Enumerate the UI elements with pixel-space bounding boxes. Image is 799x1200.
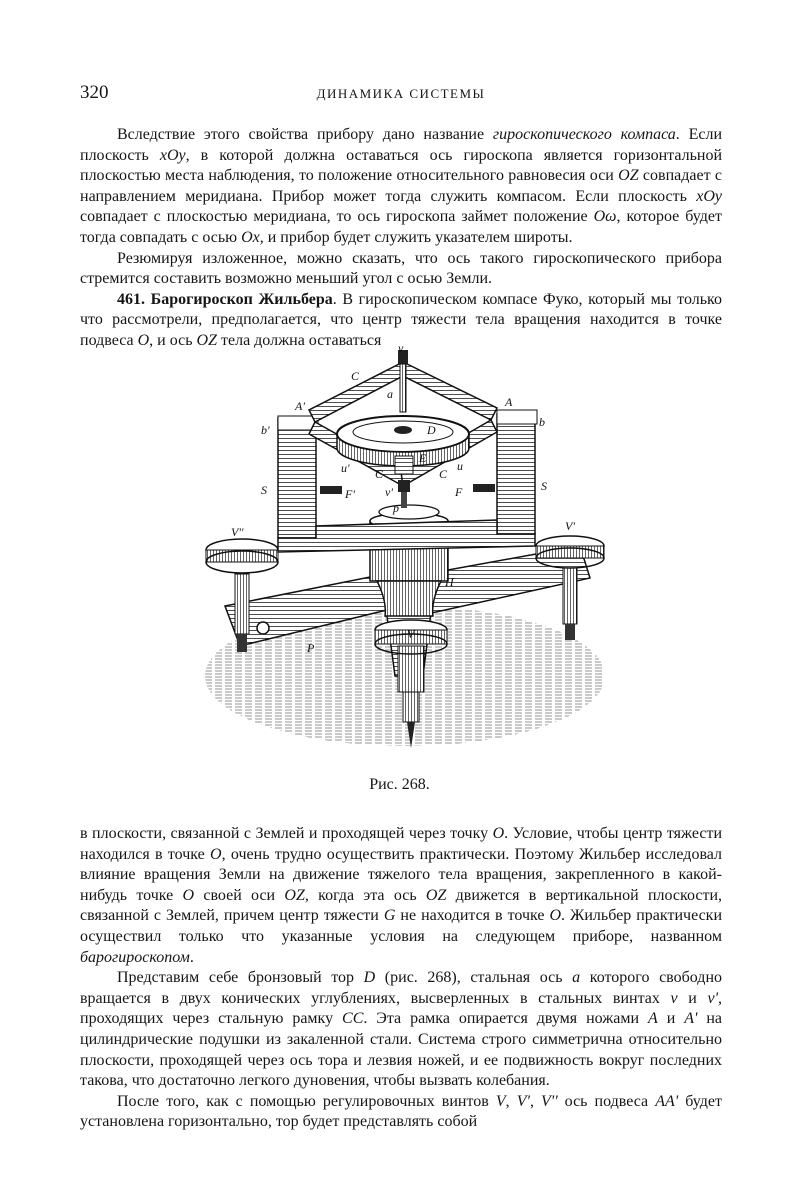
label-v-top: v — [398, 346, 404, 355]
label-c-lower-right: C — [439, 467, 448, 481]
paragraph-compass: Вследствие этого свойства прибору дано название гироскопического компаса. Если плоскость xOy, в которой должна оставаться ось гироскопа является горизонтальной плоскостью места наблюдения, то положение относительного равновесия оси OZ совпадает с направлением меридиана. Прибор может тогда служить компасом. Если плоскость xOy совпадает с плоскостью меридиана, то ось гироскопа займет положение Oω, которое будет тогда совпадать с осью Ox, и прибор будет служить указателем широты. — [80, 126, 723, 246]
figure-caption: Рис. 268. — [369, 776, 430, 793]
label-u-right: u — [457, 459, 463, 473]
rod-p — [401, 492, 407, 508]
axis-a — [400, 364, 406, 412]
label-f-prime: F' — [345, 487, 355, 501]
paragraph-section-461: 461. Барогироскоп Жильбера. В гироскопическом компасе Фуко, который мы только что рассмотрели, предполагается, что центр тяжести тела вращения находится в точке подвеса O, и ось OZ тела должна оставаться — [80, 290, 722, 349]
figure-barogyroscope — [195, 346, 610, 774]
paragraph-adjustment: После того, как с помощью регулировочных винтов V, V', V'' ось подвеса AA' будет установлена горизонтально, тор будет представлять собой — [80, 1092, 723, 1131]
label-s-left: S — [261, 483, 267, 497]
paragraph-torus: Представим себе бронзовый тор D (рис. 268), стальная ось a которого свободно вращается в двух конических углублениях, высверленных в стальных винтах v и v', проходящих через стальную рамку CC. Эта рамка опирается двумя ножами A и A' на цилиндрические подушки из закаленной стали. Система строго симметрична относительно плоскости, проходящей через ось тора и лезвия ножей, и ее подвижность вокруг последних такова, что достаточно легкого дуновения, чтобы вызвать колебания. — [80, 969, 723, 1090]
label-v-prime-small: v' — [385, 485, 393, 499]
label-a-axis: a — [387, 387, 393, 401]
label-c-left: C — [351, 369, 360, 383]
label-b-right: b — [539, 415, 545, 429]
screw-v-prime — [398, 480, 410, 492]
term-barogyroscope: барогироскопом — [80, 948, 190, 966]
label-a-right: A — [505, 395, 513, 409]
label-p-large: P — [307, 641, 315, 655]
label-v-double-prime: V'' — [231, 525, 244, 539]
pedestal-p — [379, 505, 439, 519]
label-a-prime: A' — [295, 399, 305, 413]
running-title: ДИНАМИКА СИСТЕМЫ — [316, 86, 486, 101]
label-e-block: E — [419, 451, 427, 465]
label-v-prime: V' — [565, 519, 575, 533]
top-text-block — [80, 125, 722, 352]
label-f-right: F — [455, 485, 463, 499]
label-v-front: V — [407, 627, 415, 641]
page-header — [80, 82, 722, 108]
block-e — [395, 456, 413, 474]
page-number: 320 — [80, 82, 109, 103]
label-p-small: p — [393, 501, 399, 515]
label-u-prime: u' — [341, 461, 350, 475]
label-c-lower-left: C — [375, 467, 384, 481]
label-h: H — [445, 575, 454, 589]
label-b-prime: b' — [261, 423, 270, 437]
barogyroscope-illustration — [195, 346, 610, 774]
section-title: Барогироскоп Жильбера — [150, 290, 333, 308]
section-number: 461. — [117, 290, 145, 308]
term-gyrocompass: гироскопического компаса — [492, 126, 676, 143]
paragraph-continued: в плоскости, связанной с Землей и проходящей через точку O. Условие, чтобы центр тяжести находился в точке O, очень трудно осуществить практически. Поэтому Жильбер исследовал влияние вращения Земли на движение тяжелого тела вращения, закрепленного в какой-нибудь точке O своей оси OZ, когда эта ось OZ движется в вертикальной плоскости, связанной с Землей, причем центр тяжести G не находится в точке O. Жильбер практически осуществил только что указанные условия на следующем приборе, названном барогироскопом. — [80, 825, 723, 966]
label-s-right: S — [541, 479, 547, 493]
label-d-torus: D — [427, 423, 436, 437]
bottom-text-block — [80, 824, 722, 1133]
paragraph-summary: Резюмируя изложенное, можно сказать, что ось такого гироскопического прибора стремится составить возможно меньший угол с осью Земли. — [80, 249, 722, 288]
